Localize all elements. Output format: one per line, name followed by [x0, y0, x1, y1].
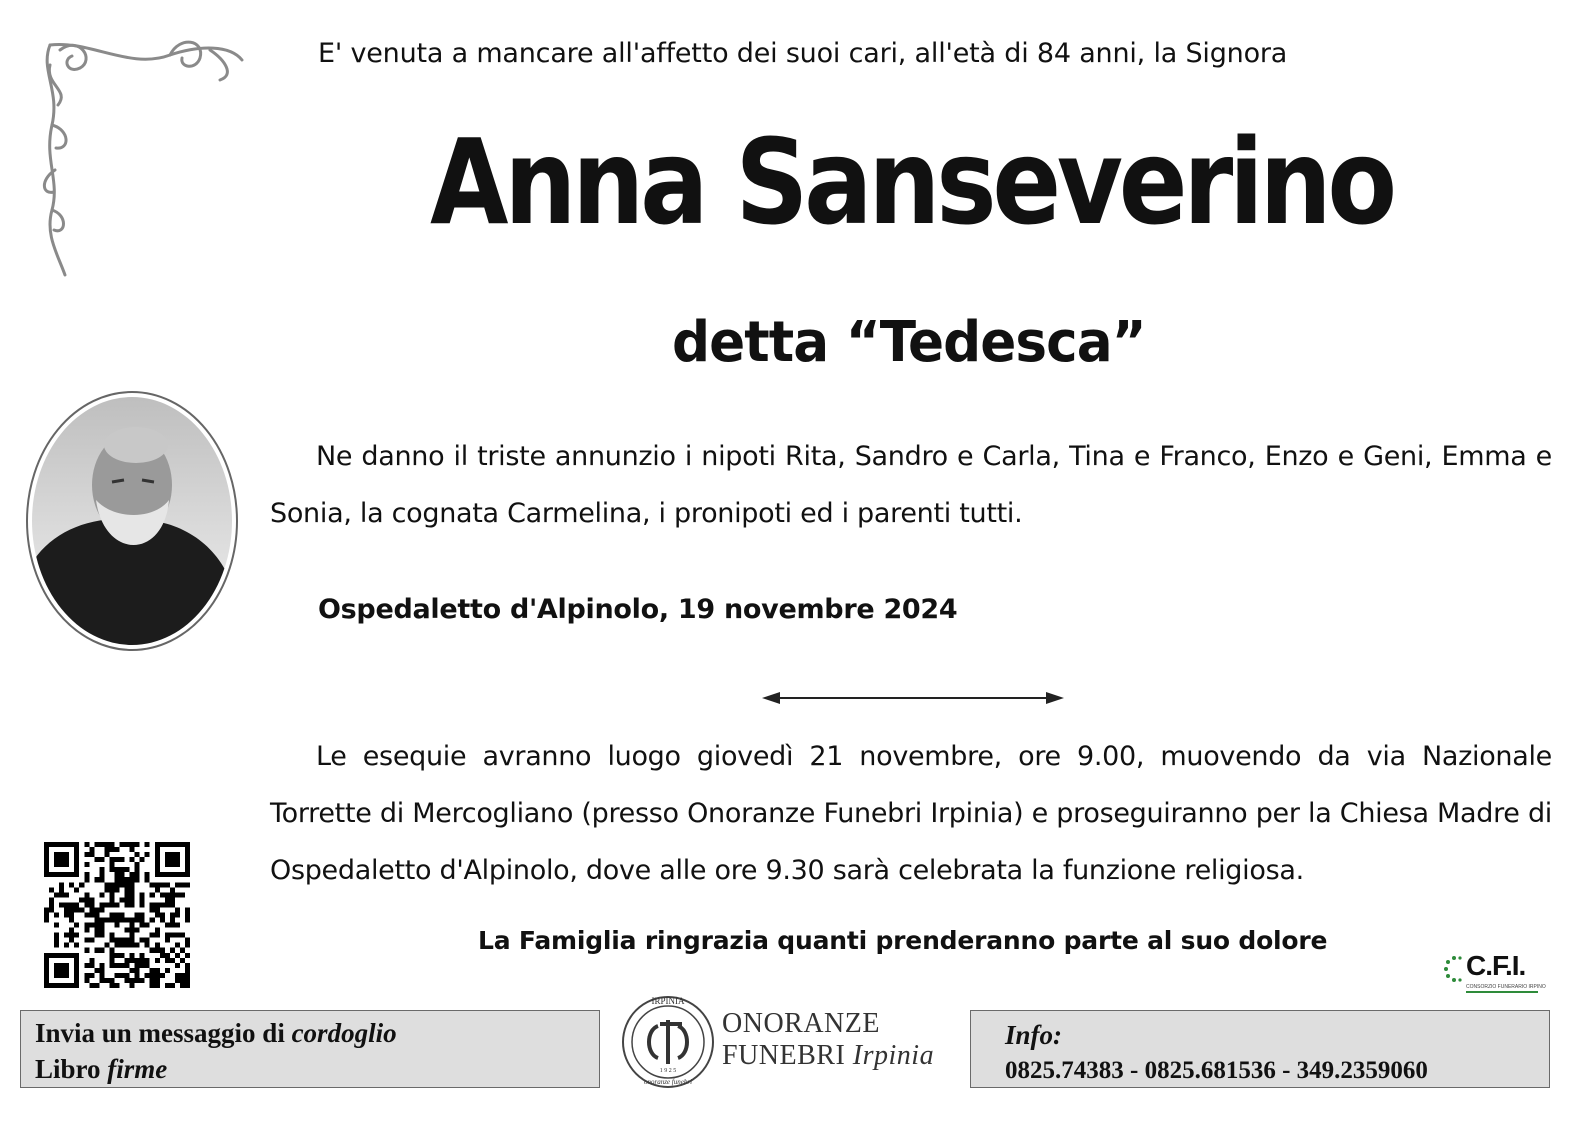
deceased-name: Anna Sanseverino — [430, 113, 1393, 251]
thanks-text: La Famiglia ringrazia quanti prenderanno parte al suo dolore — [478, 926, 1328, 955]
family-paragraph — [270, 428, 1552, 542]
phone-numbers[interactable]: 0825.74383 - 0825.681536 - 349.2359060 — [1005, 1057, 1428, 1084]
cfi-logo-text: C.F.I. — [1466, 950, 1526, 981]
funeral-text: Le esequie avranno luogo giovedì 21 novembre, ore 9.00, muovendo da via Nazionale Torrette di Mercogliano (presso Onoranze Funebri Irpinia) e proseguiranno per la Chiesa Madre di Ospedaletto d'Alpinolo, dove alle ore 9.30 sarà celebrata la funzione religiosa. — [270, 741, 1552, 886]
condolence-prefix: Invia un messaggio di — [35, 1018, 292, 1048]
corner-ornament — [30, 30, 250, 290]
portrait-photo — [24, 390, 240, 652]
place-date: Ospedaletto d'Alpinolo, 19 novembre 2024 — [318, 594, 958, 625]
info-box — [970, 1010, 1550, 1088]
intro-text: E' venuta a mancare all'affetto dei suoi cari, all'età di 84 anni, la Signora — [318, 38, 1288, 69]
funeral-home-line2 — [722, 1040, 934, 1072]
condolence-box[interactable] — [20, 1010, 600, 1088]
guestbook-link[interactable] — [35, 1051, 585, 1087]
funeral-home-line2-italic: Irpinia — [852, 1040, 935, 1071]
seal-bottom-text: onoranze funebri — [643, 1078, 693, 1086]
cfi-subtitle: CONSORZIO FUNERARIO IRPINO — [1466, 984, 1546, 990]
funeral-home-name — [722, 1008, 934, 1072]
seal-year: 1 9 2 5 — [659, 1068, 677, 1074]
seal-top-text: IRPINIA — [651, 996, 685, 1006]
guestbook-prefix: Libro — [35, 1054, 108, 1084]
deceased-nickname: detta “Tedesca” — [672, 310, 1146, 375]
funeral-home-line2-prefix: FUNEBRI — [722, 1040, 853, 1071]
funeral-paragraph — [270, 728, 1552, 899]
condolence-italic: cordoglio — [291, 1018, 397, 1048]
condolence-link[interactable] — [35, 1015, 585, 1051]
qr-code[interactable] — [44, 842, 190, 988]
double-arrow-divider — [762, 688, 1064, 708]
guestbook-italic: firme — [107, 1054, 168, 1084]
funeral-home-line1: ONORANZE — [722, 1008, 880, 1039]
family-text: Ne danno il triste annunzio i nipoti Rita, Sandro e Carla, Tina e Franco, Enzo e Geni, Emma e Sonia, la cognata Carmelina, i pronipoti ed i parenti tutti. — [270, 441, 1552, 529]
info-label: Info: — [1005, 1020, 1063, 1050]
